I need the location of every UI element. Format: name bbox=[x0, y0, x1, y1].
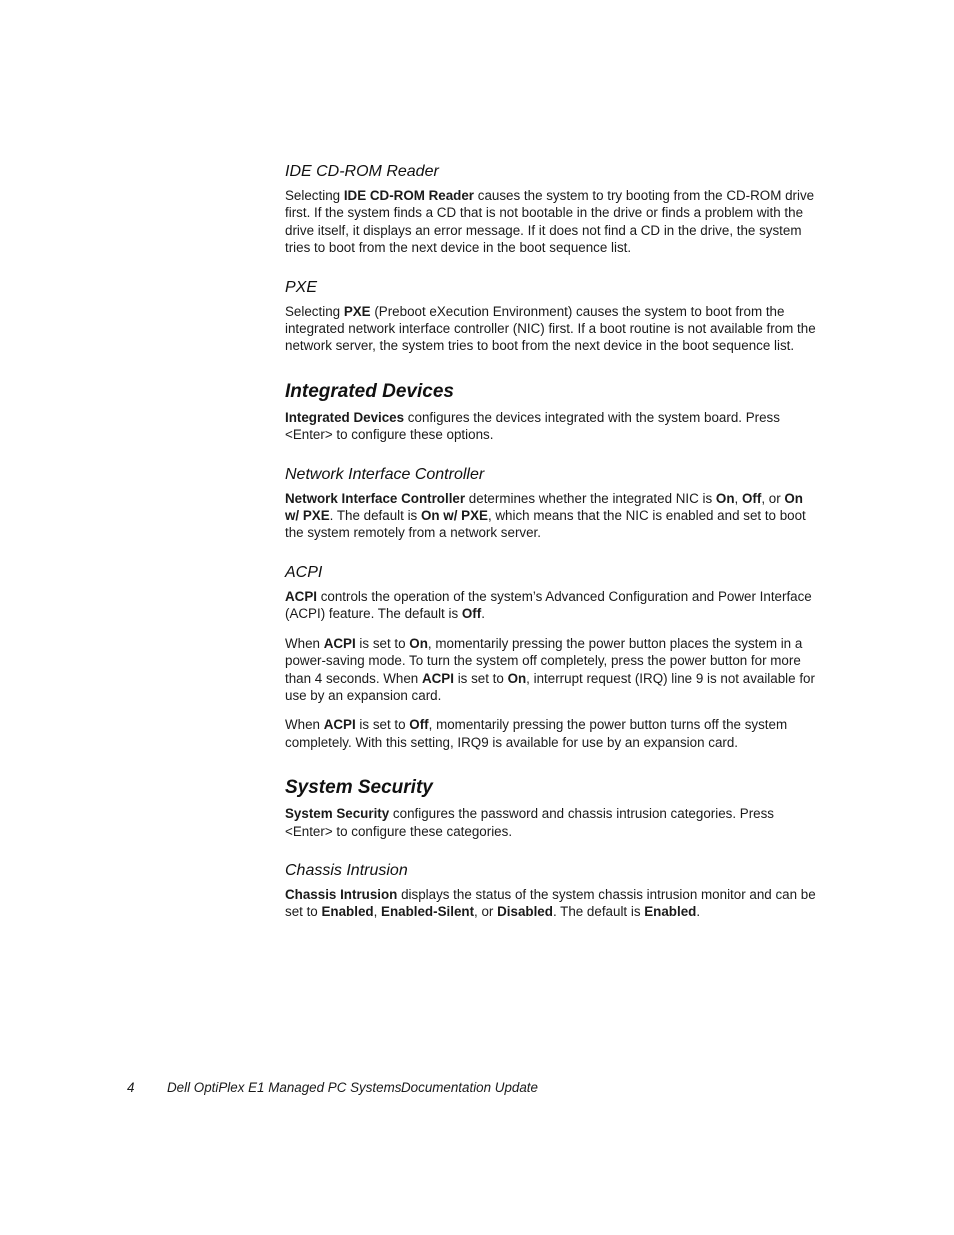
text: , momentarily pressing the power button turns off the system completely. With this setting, IRQ9 is available for use by an expansion card. bbox=[285, 717, 788, 750]
bold-term: Off bbox=[461, 606, 482, 622]
text: configures the devices integrated with the system board. Press <Enter> to configure these options. bbox=[285, 409, 780, 443]
text: (Preboot eXecution Environment) causes the system to boot from the integrated network interface controller (NIC) first. If a boot routine is not available from the network server, the system tries to boot from the next device in the boot sequence list. bbox=[285, 303, 816, 354]
text: , interrupt request (IRQ) line 9 is not available for use by an expansion card. bbox=[285, 670, 815, 703]
bold-term: On bbox=[409, 635, 428, 651]
section-heading-system-security: System Security bbox=[285, 777, 433, 799]
text: . bbox=[696, 904, 701, 920]
bold-term: IDE CD-ROM Reader bbox=[343, 188, 475, 203]
text: configures the password and chassis intrusion categories. Press <Enter> to configure these categories. bbox=[285, 806, 775, 839]
footer-title-2: Documentation Update bbox=[401, 1080, 538, 1095]
text: causes the system to try booting from the CD-ROM drive first. If the system finds a CD that is not bootable in the drive or finds a problem with the drive itself, it displays an error message. If it does not find a CD in the drive, the system tries to boot from the next device in the boot sequence list. bbox=[285, 188, 815, 256]
bold-term: PXE bbox=[343, 303, 371, 319]
paragraph-integrated-devices bbox=[285, 409, 820, 444]
text: , or bbox=[474, 904, 498, 920]
text: is set to bbox=[453, 670, 508, 686]
bold-term: ACPI bbox=[421, 670, 454, 686]
paragraph-acpi-3 bbox=[285, 716, 820, 751]
text: Selecting bbox=[285, 188, 344, 203]
text: , which means that the NIC is enabled and set to boot the system remotely from a network server. bbox=[285, 508, 806, 541]
bold-term: On w/ PXE bbox=[420, 508, 488, 524]
bold-term: Network Interface Controller bbox=[285, 490, 466, 506]
bold-term: Enabled bbox=[644, 904, 697, 920]
paragraph-ide-cdrom bbox=[285, 187, 820, 257]
text: Selecting bbox=[285, 303, 344, 319]
bold-term: On bbox=[507, 670, 527, 686]
text: , bbox=[734, 490, 742, 506]
bold-term: System Security bbox=[285, 806, 390, 822]
subheading-acpi: ACPI bbox=[285, 563, 323, 581]
bold-term: Chassis Intrusion bbox=[285, 886, 398, 902]
text: When bbox=[285, 635, 324, 651]
text: , bbox=[373, 904, 382, 920]
text: . The default is bbox=[552, 904, 645, 920]
text: , or bbox=[761, 490, 785, 506]
paragraph-system-security bbox=[285, 805, 820, 840]
subheading-nic: Network Interface Controller bbox=[285, 465, 485, 483]
bold-term: Disabled bbox=[497, 904, 553, 920]
subheading-pxe: PXE bbox=[285, 278, 318, 296]
footer-title: Dell OptiPlex E1 Managed PC Systems bbox=[167, 1080, 402, 1095]
text: is set to bbox=[355, 635, 410, 651]
text: displays the status of the system chassis intrusion monitor and can be set to bbox=[285, 886, 816, 920]
paragraph-chassis-intrusion bbox=[285, 886, 820, 921]
bold-term: Enabled bbox=[321, 904, 374, 920]
bold-term: Off bbox=[741, 490, 762, 506]
text: . bbox=[481, 606, 485, 622]
bold-term: Enabled-Silent bbox=[381, 904, 475, 920]
bold-term: On bbox=[715, 490, 735, 506]
paragraph-pxe bbox=[285, 303, 820, 355]
text: , momentarily pressing the power button places the system in a power-saving mode. To turn the system off completely, press the power button for more than 4 seconds. When bbox=[285, 635, 803, 686]
text: determines whether the integrated NIC is bbox=[465, 490, 716, 506]
bold-term: ACPI bbox=[323, 635, 356, 651]
bold-term: Off bbox=[409, 717, 429, 733]
text: When bbox=[285, 717, 324, 733]
subheading-ide-cdrom: IDE CD-ROM Reader bbox=[285, 163, 439, 180]
paragraph-nic bbox=[285, 490, 820, 542]
text: . The default is bbox=[329, 508, 421, 524]
text: is set to bbox=[355, 717, 410, 733]
bold-term: ACPI bbox=[285, 588, 317, 604]
subheading-chassis-intrusion: Chassis Intrusion bbox=[285, 861, 408, 879]
paragraph-acpi-2 bbox=[285, 635, 820, 705]
bold-term: On w/ PXE bbox=[285, 490, 803, 524]
bold-term: Integrated Devices bbox=[285, 409, 405, 425]
text: controls the operation of the system’s Advanced Configuration and Power Interface (ACPI) feature. The default is bbox=[285, 588, 812, 622]
page-number: 4 bbox=[127, 1080, 135, 1095]
paragraph-acpi-1 bbox=[285, 588, 820, 623]
section-heading-integrated-devices: Integrated Devices bbox=[285, 380, 454, 402]
bold-term: ACPI bbox=[323, 717, 356, 733]
page-content bbox=[285, 163, 820, 933]
